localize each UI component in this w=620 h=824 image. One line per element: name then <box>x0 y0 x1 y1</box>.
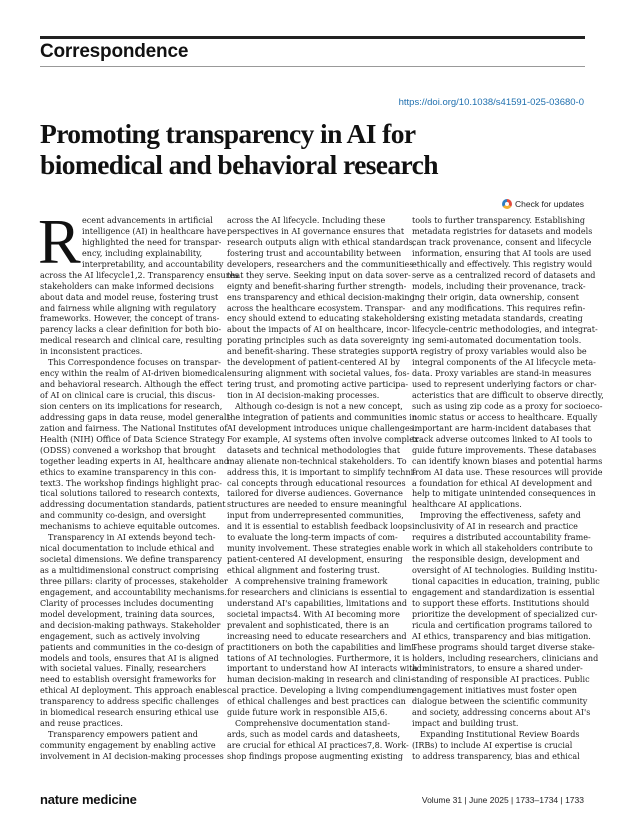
body-text-line: guide future improvements. These databases <box>412 445 597 455</box>
body-text-line: Although co-design is not a new concept, <box>235 401 403 411</box>
body-text-line: and behavioral research. Although the effect <box>40 380 223 390</box>
body-text-line: engagement, such as actively involving <box>40 631 201 641</box>
body-text-line: about data and model reuse, fostering trust <box>40 292 219 302</box>
crossmark-icon <box>502 199 512 209</box>
body-text-line: with societal values. Finally, researchers <box>40 664 206 674</box>
body-text-line: and community co-design, and oversight <box>40 511 206 521</box>
body-text-line: about the impacts of AI on healthcare, incor- <box>227 325 411 335</box>
body-text-line: ing semi-automated documentation tools. <box>412 336 582 346</box>
body-text-line: community engagement by enabling active <box>40 741 216 750</box>
body-text-line: work in which all stakeholders contribute to <box>412 544 593 554</box>
body-text-line: are crucial for ethical AI practices7,8. Work- <box>227 741 409 750</box>
body-text-line: societal impacts4. With AI becoming more <box>227 609 400 619</box>
header-rule <box>40 36 585 39</box>
text-column-2 <box>227 216 419 763</box>
body-text-line: porating principles such as data sovereignty <box>227 336 409 346</box>
body-text-line: can identify known biases and potential harms <box>412 456 603 466</box>
body-text-line: research outputs align with ethical standards, <box>227 237 416 247</box>
article-title <box>40 118 585 180</box>
body-text-line: serve as a centralized record of datasets and <box>412 270 596 280</box>
body-text-line: impact and building trust. <box>412 719 519 729</box>
body-text-line: Transparency in AI extends beyond tech- <box>48 533 216 543</box>
body-text-line: tations of AI technologies. Furthermore, it is <box>227 653 410 663</box>
body-text-line: of ethical challenges and best practices can <box>227 697 406 707</box>
body-text-line: addressing documentation standards, patient <box>40 500 226 510</box>
body-text-line: important to understand how AI interacts with <box>227 664 418 674</box>
title-line: biomedical and behavioral research <box>40 149 438 180</box>
body-text-line: tional capacities in education, training, public <box>412 576 600 586</box>
body-text-line: cal practice. Developing a living compendium <box>227 686 414 696</box>
body-text-line: guide future work in responsible AI5,6. <box>227 708 388 718</box>
body-text-line: These programs should target diverse stake- <box>412 642 595 652</box>
title-line: Promoting transparency in AI for <box>40 118 416 149</box>
body-text-line: ards, such as model cards and datasheets, <box>227 730 401 740</box>
body-text-line: and benefit-sharing. These strategies support <box>227 347 414 357</box>
body-text-line: holders, including researchers, clinicians and <box>412 653 599 663</box>
body-text-line: metadata registries for datasets and models <box>412 226 593 236</box>
body-text-line: tering trust, and promoting active participa- <box>227 380 409 390</box>
body-text-line: important are harm-incident databases that <box>412 423 591 433</box>
body-text-line: medical research and clinical care, resulting <box>40 336 223 346</box>
body-text-line: munity involvement. These strategies enable <box>227 544 411 554</box>
body-text-line: addressing gaps in data reuse, model generali- <box>40 412 232 422</box>
body-text-line: interpretability, and accountability <box>82 259 224 269</box>
body-text-line: nical documentation to include ethical and <box>40 544 215 554</box>
body-text-line: patient-centered AI development, ensuring <box>227 555 403 565</box>
body-text-line: Improving the effectiveness, safety and <box>420 511 581 521</box>
body-text-line: fostering trust and accountability between <box>227 248 402 258</box>
journal-logo: nature medicine <box>40 792 137 807</box>
body-text-line: ency within the realm of AI-driven biomedical <box>40 369 227 379</box>
body-text-line: such as using zip code as a proxy for socioeco- <box>412 401 603 411</box>
body-text-line: administrators, to ensure a shared under- <box>412 664 583 674</box>
body-text-line: structures are needed to ensure meaningful <box>227 500 407 510</box>
body-text-line: increasing need to educate researchers and <box>227 631 407 641</box>
body-text-line: lifecycle-centric methodologies, and integrat- <box>412 325 598 335</box>
body-text-line: and society, addressing concerns about AI's <box>412 708 591 718</box>
body-text-line: together leading experts in AI, healthcare and <box>40 456 230 466</box>
body-text-line: involvement in AI decision-making processes <box>40 751 224 761</box>
body-text-line: across the AI lifecycle. Including these <box>227 216 386 225</box>
body-text-line: as a multidimensional construct comprising <box>40 566 219 575</box>
body-text-line: patients and communities in the co-design of <box>40 642 224 652</box>
body-text-line: zation and fairness. The National Institutes of <box>40 423 228 433</box>
body-text-line: across the AI lifecycle1,2. Transparency ensures <box>40 270 239 280</box>
body-text-line: model development, training data sources, <box>40 609 215 619</box>
body-text-line: ing existing metadata standards, creating <box>412 314 583 324</box>
body-text-line: Health (NIH) Office of Data Science Strategy <box>40 434 225 444</box>
body-text-line: Expanding Institutional Review Boards <box>420 730 580 740</box>
body-text-line: oversight of AI technologies. Building institu- <box>412 566 598 575</box>
body-text-line: and decision-making pathways. Stakeholder <box>40 620 221 630</box>
body-text-line: ency should extend to educating stakeholders <box>227 314 415 324</box>
body-text-line: to support these efforts. Institutions should <box>412 598 590 608</box>
body-text-line: Clarity of processes includes documenting <box>40 598 214 608</box>
body-text-line: across the healthcare ecosystem. Transpar- <box>227 303 406 313</box>
body-text-line: data. Proxy variables are stand-in measures <box>412 369 592 379</box>
body-text-line: cal concepts through educational resources <box>227 478 406 488</box>
body-text-line: standing of responsible AI practices. Public <box>412 675 590 685</box>
body-text-line: ethical alignment and fostering trust. <box>227 566 380 575</box>
body-text-line: stakeholders can make informed decisions <box>40 281 214 291</box>
body-text-line: integral components of the AI lifecycle meta- <box>412 358 596 368</box>
body-text-line: understand AI's capabilities, limitations and <box>227 598 408 608</box>
body-text-line: (ODSS) convened a workshop that brought <box>40 445 216 455</box>
body-text-line: engagement, and accountability mechanisms. <box>40 587 227 597</box>
body-text-line: from AI data use. These resources will provide <box>412 467 603 477</box>
body-text-line: help to mitigate unintended consequences in <box>412 489 596 499</box>
body-text-line: the integration of patients and communities in <box>227 412 417 422</box>
body-text-line: healthcare AI applications. <box>412 500 522 510</box>
body-text-line: ency, including explainability, <box>82 248 203 258</box>
body-text-line: human decision-making in research and clini- <box>227 675 414 685</box>
body-text-line: datasets and technical methodologies that <box>227 445 401 455</box>
body-text-line: mechanisms to achieve equitable outcomes. <box>40 522 220 532</box>
body-text-line: need to establish oversight frameworks for <box>40 675 216 685</box>
body-text-line: input from underrepresented communities, <box>227 511 404 521</box>
body-text-line: practitioners on both the capabilities and limi- <box>227 642 417 652</box>
body-text-line: and reuse practices. <box>40 719 123 729</box>
body-text-line: and it is essential to establish feedback loops <box>227 522 412 532</box>
body-text-line: tion in AI decision-making processes. <box>227 391 380 400</box>
body-text-line: A comprehensive training framework <box>235 576 388 586</box>
body-text-line: in biomedical research ensuring ethical use <box>40 708 219 718</box>
body-text-line: acteristics that are difficult to observe directly, <box>412 391 604 400</box>
body-text-line: the responsible design, development and <box>412 555 580 565</box>
body-text-line: for researchers and clinicians is essential to <box>227 587 408 597</box>
body-text-line: Transparency empowers patient and <box>48 730 198 740</box>
body-text-line: to evaluate the long-term impacts of com- <box>227 533 398 543</box>
body-text-line: ensuring alignment with societal values, fos- <box>227 369 410 379</box>
body-text-line: ethically and effectively. This registry would <box>412 259 593 269</box>
body-text-line: (IRBs) to include AI expertise is crucial <box>412 741 573 750</box>
body-text-line: For example, AI systems often involve complex <box>227 434 419 444</box>
body-text-line: ethics to examine transparency in this con- <box>40 467 217 477</box>
body-text-line: prevalent and sophisticated, there is an <box>227 620 390 630</box>
body-text-line: frameworks. However, the concept of trans- <box>40 314 220 324</box>
body-text-line: engagement and standardization is essential <box>412 587 595 597</box>
body-text-line: prioritize the development of specialized cur- <box>412 609 598 619</box>
body-text-line: ethical AI deployment. This approach enables <box>40 686 227 696</box>
body-text-line: can track provenance, consent and lifecycle <box>412 237 592 247</box>
body-text-line: models and tools, ensures that AI is aligned <box>40 653 219 663</box>
header-divider <box>40 66 585 67</box>
body-text-line: A registry of proxy variables would also be <box>412 347 587 357</box>
body-text-line: models, including their provenance, track- <box>412 281 586 291</box>
body-text-line: tical solutions tailored to research contexts, <box>40 489 220 499</box>
volume-info: Volume 31 | June 2025 | 1733–1734 | 1733 <box>421 795 584 805</box>
body-text-line: AI ethics, transparency and bias mitigation. <box>412 631 591 641</box>
body-text-line: tools to further transparency. Establishing <box>412 216 585 225</box>
body-text-line: ricula and certification programs tailored to <box>412 620 593 630</box>
drop-cap: R <box>38 206 81 277</box>
body-text-line: nomic status or access to healthcare. Equally <box>412 412 598 422</box>
body-text-line: developers, researchers and the communities <box>227 259 414 269</box>
section-heading: Correspondence <box>40 41 189 62</box>
body-text-line: tailored for diverse audiences. Governance <box>227 489 403 499</box>
body-text-line: ing their origin, data ownership, consent <box>412 292 579 302</box>
body-text-line: transparency to address specific challenges <box>40 697 219 707</box>
body-text-line: track adverse outcomes linked to AI tools to <box>412 434 593 444</box>
body-text-line: and fairness while aligning with regulatory <box>40 303 217 313</box>
body-text-line: inclusivity of AI in research and practice <box>412 522 578 532</box>
body-text-line: AI development introduces unique challenges. <box>227 423 417 433</box>
body-text-line: used to represent underlying factors or char- <box>412 380 597 390</box>
body-text-line: perspectives in AI governance ensures that <box>227 226 405 236</box>
body-text-line: information, ensuring that AI tools are used <box>412 248 592 258</box>
text-column-3 <box>412 216 604 763</box>
body-text-line: eignty and benefit-sharing further strength- <box>227 281 407 291</box>
check-for-updates-button[interactable] <box>502 199 584 209</box>
body-text-line: and any modifications. This requires refin- <box>412 303 586 313</box>
body-text-line: three pillars: clarity of processes, stakeholder <box>40 576 228 586</box>
body-text-line: that they serve. Seeking input on data sover- <box>227 270 411 280</box>
body-text-line: address this, it is important to simplify techni- <box>227 467 416 477</box>
body-text-line: a foundation for ethical AI development and <box>412 478 593 488</box>
body-text-line: may alienate non-technical stakeholders. To <box>227 456 407 466</box>
body-text-line: intelligence (AI) in healthcare have <box>82 226 227 236</box>
body-text-line: This Correspondence focuses on transpar- <box>48 358 221 368</box>
body-text-line: societal dimensions. We define transparency <box>40 555 222 565</box>
body-text-line: dialogue between the scientific community <box>412 697 588 707</box>
body-text-line: parency lacks a clear definition for both bio- <box>40 325 222 335</box>
body-text-line: sion centers on its implications for research, <box>40 401 223 411</box>
body-text-line: shop findings propose augmenting existing <box>227 751 403 761</box>
body-text-line: ecent advancements in artificial <box>82 216 213 225</box>
body-text-line: the development of patient-centered AI by <box>227 358 400 368</box>
body-text-line: of AI on clinical care is crucial, this discus- <box>40 391 216 400</box>
check-for-updates-label: Check for updates <box>515 199 584 209</box>
body-text-line: highlighted the need for transpar- <box>82 237 222 247</box>
body-text-line: Comprehensive documentation stand- <box>235 719 390 729</box>
text-column-1 <box>40 216 239 763</box>
body-text-line: in inconsistent practices. <box>40 347 143 357</box>
body-text-line: to address transparency, bias and ethical <box>412 751 580 761</box>
doi-link[interactable]: https://doi.org/10.1038/s41591-025-03680-0 <box>398 97 584 108</box>
body-text-line: engagement initiatives must foster open <box>412 686 577 696</box>
body-text-line: ens transparency and ethical decision-making <box>227 292 415 302</box>
body-text-line: text3. The workshop findings highlight prac- <box>40 478 222 488</box>
body-text-line: requires a distributed accountability frame- <box>412 533 591 543</box>
